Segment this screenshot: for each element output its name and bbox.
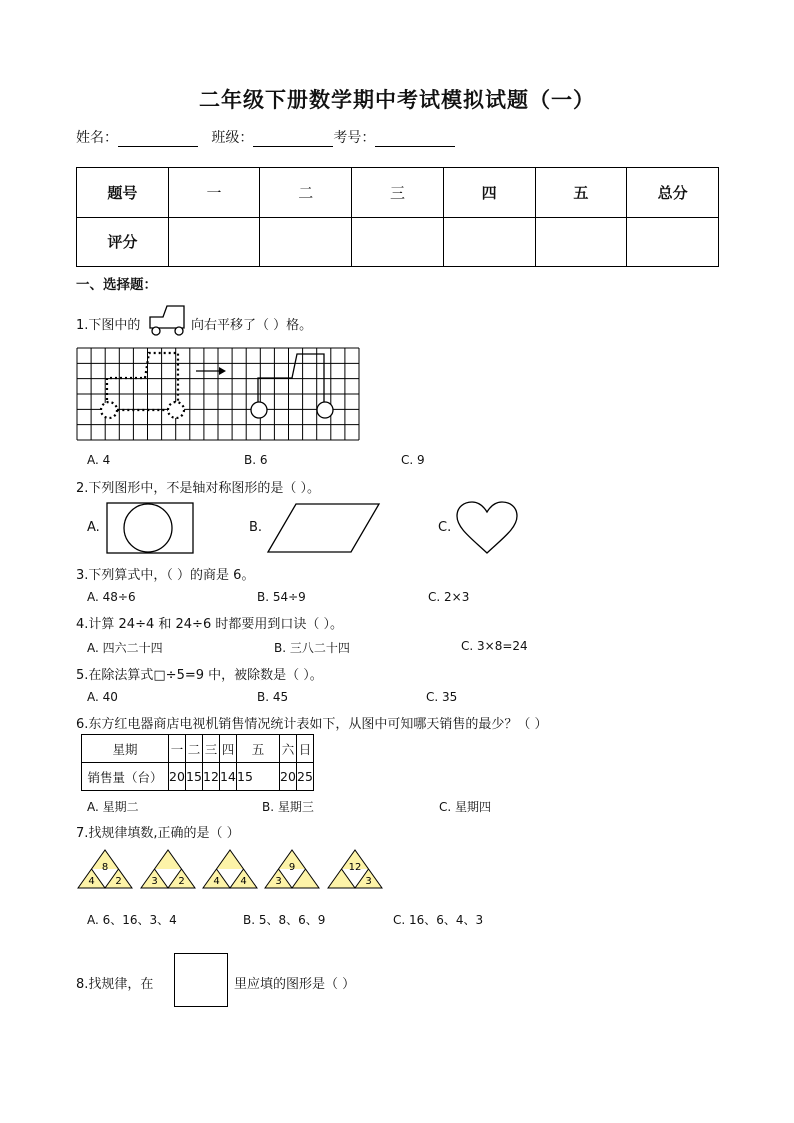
sales-table [81, 734, 314, 791]
score-row-label: 评分 [77, 217, 169, 267]
sales-value-row [82, 763, 314, 791]
triangle-top-number: 12 [348, 861, 362, 873]
q1-option-c[interactable]: C. 9 [401, 453, 425, 467]
q4-option-c[interactable]: C. 3×8=24 [461, 639, 528, 653]
score-cell[interactable] [443, 217, 535, 267]
name-label: 姓名： [76, 130, 118, 146]
sales-day: 二 [186, 735, 203, 763]
question-1 [76, 314, 140, 333]
question-6: 6.东方红电器商店电视机销售情况统计表如下，从图中可知哪天销售的最少？（ ） [76, 717, 548, 732]
q6-option-c[interactable]: C. 星期四 [439, 800, 492, 814]
question-3: 3.下列算式中，（ ）的商是 6。 [76, 568, 255, 583]
page-title: 二年级下册数学期中考试模拟试题（一） [199, 88, 595, 112]
q2-label-c[interactable]: C. [438, 520, 452, 535]
truck-icon [147, 302, 189, 338]
triangle-right-number: 3 [365, 876, 372, 887]
sales-value: 15 [186, 763, 203, 791]
translation-grid [76, 347, 360, 441]
score-table [76, 167, 719, 267]
name-field[interactable] [118, 132, 198, 147]
sales-row-label: 销售量（台） [82, 763, 169, 791]
q1-pre: 1.下图中的 [76, 318, 141, 333]
score-col: 二 [260, 168, 352, 218]
sales-row-label: 星期 [82, 735, 169, 763]
sales-value: 15 [237, 763, 280, 791]
sales-value: 25 [297, 763, 314, 791]
number-triangle [265, 850, 319, 888]
score-col: 一 [168, 168, 260, 218]
q5-option-b[interactable]: B. 45 [257, 690, 289, 704]
triangle-top-number: 8 [101, 861, 109, 873]
q6-option-b[interactable]: B. 星期三 [262, 800, 314, 814]
question-4: 4.计算 24÷4 和 24÷6 时都要用到口诀（ ）。 [76, 617, 343, 632]
q5-option-a[interactable]: A. 40 [87, 690, 118, 704]
number-triangle [328, 850, 382, 888]
section-heading: 一、选择题： [76, 277, 157, 293]
sales-day-row [82, 735, 314, 763]
triangle-left-number: 4 [213, 876, 220, 887]
student-info [76, 127, 455, 147]
triangle-right-number: 2 [178, 876, 185, 887]
id-field[interactable] [375, 132, 455, 147]
score-col: 三 [352, 168, 444, 218]
q6-option-a[interactable]: A. 星期二 [87, 800, 139, 814]
sales-value: 12 [203, 763, 220, 791]
score-col: 五 [535, 168, 627, 218]
question-7: 7.找规律填数,正确的是（ ） [76, 826, 240, 841]
right-arrow-icon [196, 367, 226, 375]
class-field[interactable] [253, 132, 333, 147]
q7-option-a[interactable]: A. 6、16、3、4 [87, 913, 177, 927]
triangle-left-number: 3 [151, 876, 158, 887]
score-cell[interactable] [627, 217, 719, 267]
question-5: 5.在除法算式□÷5=9 中，被除数是（ ）。 [76, 668, 323, 683]
sales-day: 三 [203, 735, 220, 763]
q8-post: 里应填的图形是（ ） [234, 977, 356, 992]
sales-day: 日 [297, 735, 314, 763]
sales-value: 20 [280, 763, 297, 791]
q4-option-a[interactable]: A. 四六二十四 [87, 641, 163, 655]
sales-day: 一 [169, 735, 186, 763]
original-truck [101, 353, 184, 418]
score-col: 四 [443, 168, 535, 218]
number-triangle [141, 850, 195, 888]
id-label: 考号： [333, 130, 376, 146]
sales-day: 五 [237, 735, 280, 763]
q2-label-b[interactable]: B. [249, 520, 263, 535]
question-8: 8.找规律，在 [76, 977, 154, 992]
sales-value: 14 [220, 763, 237, 791]
q2-label-a[interactable]: A. [87, 520, 100, 535]
q3-option-a[interactable]: A. 48÷6 [87, 590, 136, 604]
sales-day: 四 [220, 735, 237, 763]
q1-post: 向右平移了（ ）格。 [191, 318, 313, 333]
triangle-top-number: 9 [288, 861, 296, 873]
q5-option-c[interactable]: C. 35 [426, 690, 458, 704]
triangle-right-number: 4 [240, 876, 247, 887]
score-cell[interactable] [168, 217, 260, 267]
triangle-left-number: 3 [275, 876, 282, 887]
score-col: 总分 [627, 168, 719, 218]
sales-day: 六 [280, 735, 297, 763]
rect-circle-shape[interactable] [106, 502, 194, 554]
score-cell[interactable] [260, 217, 352, 267]
q7-option-b[interactable]: B. 5、8、6、9 [243, 913, 326, 927]
score-header-label: 题号 [77, 168, 169, 218]
number-triangle [203, 850, 257, 888]
number-triangles [76, 848, 386, 890]
q3-option-b[interactable]: B. 54÷9 [257, 590, 306, 604]
score-cell[interactable] [535, 217, 627, 267]
sales-value: 20 [169, 763, 186, 791]
class-label: 班级： [211, 130, 254, 146]
triangle-right-number: 2 [115, 876, 122, 887]
q1-option-a[interactable]: A. 4 [87, 453, 111, 467]
heart-shape[interactable] [455, 500, 519, 556]
score-header-row [77, 168, 719, 218]
parallelogram-shape[interactable] [266, 502, 381, 554]
number-triangle [78, 850, 132, 888]
q1-option-b[interactable]: B. 6 [244, 453, 268, 467]
q3-option-c[interactable]: C. 2×3 [428, 590, 470, 604]
question-2: 2.下列图形中，不是轴对称图形的是（ ）。 [76, 481, 321, 496]
q7-option-c[interactable]: C. 16、6、4、3 [393, 913, 484, 927]
answer-box[interactable] [174, 953, 228, 1007]
score-value-row [77, 217, 719, 267]
triangle-left-number: 4 [88, 876, 95, 887]
q4-option-b[interactable]: B. 三八二十四 [274, 641, 350, 655]
score-cell[interactable] [352, 217, 444, 267]
